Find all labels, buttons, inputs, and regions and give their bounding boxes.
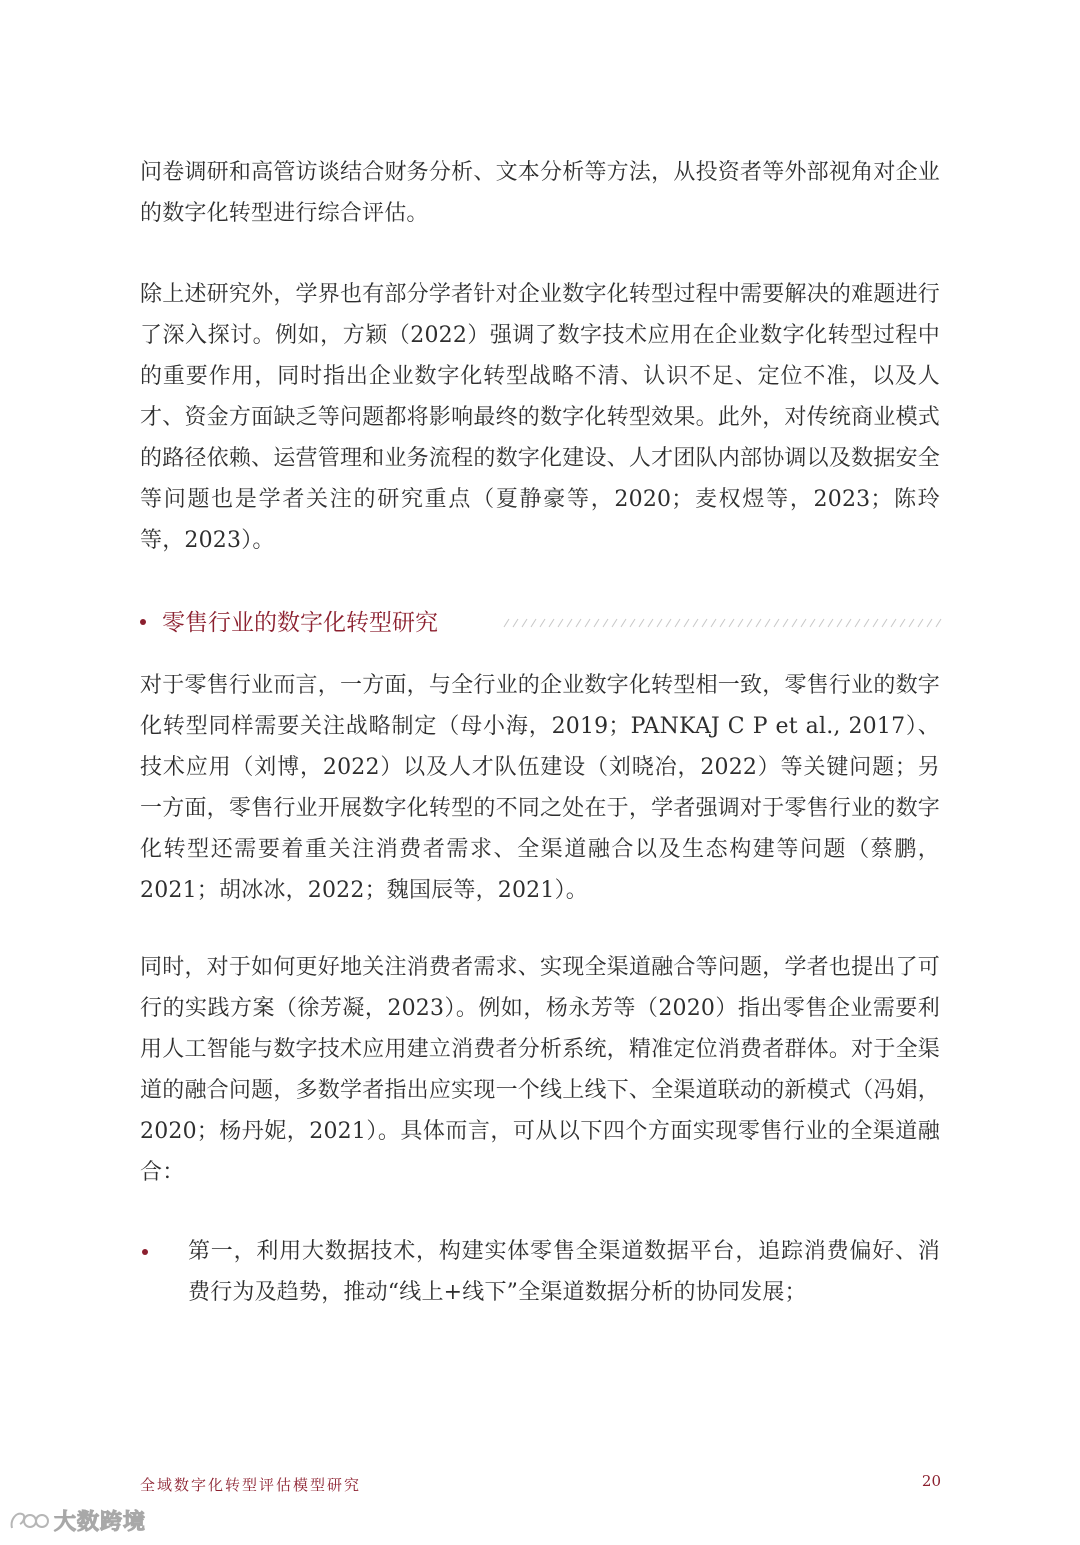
watermark-logo-icon [8, 1508, 50, 1534]
section-title: 零售行业的数字化转型研究 [162, 610, 438, 636]
section-heading [140, 603, 940, 643]
list-item [140, 1231, 940, 1313]
page-number: 20 [921, 1472, 941, 1490]
paragraph-retail-overview: 对于零售行业而言，一方面，与全行业的企业数字化转型相一致，零售行业的数字化转型同样需要关注战略制定（母小海，2019；PANKAJ C P et al., 2017）、技术应用（刘博，2022）以及人才队伍建设（刘晓冶，2022）等关键问题；另一方面，零售行业开展数字化转型的不同之处在于，学者强调对于零售行业的数字化转型还需要着重关注消费者需求、全渠道融合以及生态构建等问题（蔡鹏，2021；胡冰冰，2022；魏国辰等，2021）。 [140, 673, 940, 903]
paragraph-intro-continuation: 问卷调研和高管访谈结合财务分析、文本分析等方法，从投资者等外部视角对企业的数字化转型进行综合评估。 [140, 160, 940, 226]
watermark [8, 1505, 146, 1536]
decorative-dashed-rule [502, 617, 942, 629]
paragraph-practice-solutions: 同时，对于如何更好地关注消费者需求、实现全渠道融合等问题，学者也提出了可行的实践方案（徐芳凝，2023）。例如，杨永芳等（2020）指出零售企业需要利用人工智能与数字技术应用建立消费者分析系统，精准定位消费者群体。对于全渠道的融合问题，多数学者指出应实现一个线上线下、全渠道联动的新模式（冯娟，2020；杨丹妮，2021）。具体而言，可从以下四个方面实现零售行业的全渠道融合： [140, 955, 940, 1185]
footer-document-title: 全域数字化转型评估模型研究 [140, 1476, 362, 1494]
list-item-text: 第一，利用大数据技术，构建实体零售全渠道数据平台，追踪消费偏好、消费行为及趋势，推动“线上+线下”全渠道数据分析的协同发展； [188, 1239, 940, 1305]
paragraph-research-challenges: 除上述研究外，学界也有部分学者针对企业数字化转型过程中需要解决的难题进行了深入探讨。例如，方颖（2022）强调了数字技术应用在企业数字化转型过程中的重要作用，同时指出企业数字化转型战略不清、认识不足、定位不准，以及人才、资金方面缺乏等问题都将影响最终的数字化转型效果。此外，对传统商业模式的路径依赖、运营管理和业务流程的数字化建设、人才团队内部协调以及数据安全等问题也是学者关注的研究重点（夏静豪等，2020；麦权煜等，2023；陈玲等，2023）。 [140, 282, 940, 553]
page-content [140, 152, 940, 1313]
watermark-text: 大数跨境 [54, 1510, 147, 1535]
list-bullet-icon [142, 1249, 148, 1255]
section-bullet-icon [140, 619, 146, 625]
